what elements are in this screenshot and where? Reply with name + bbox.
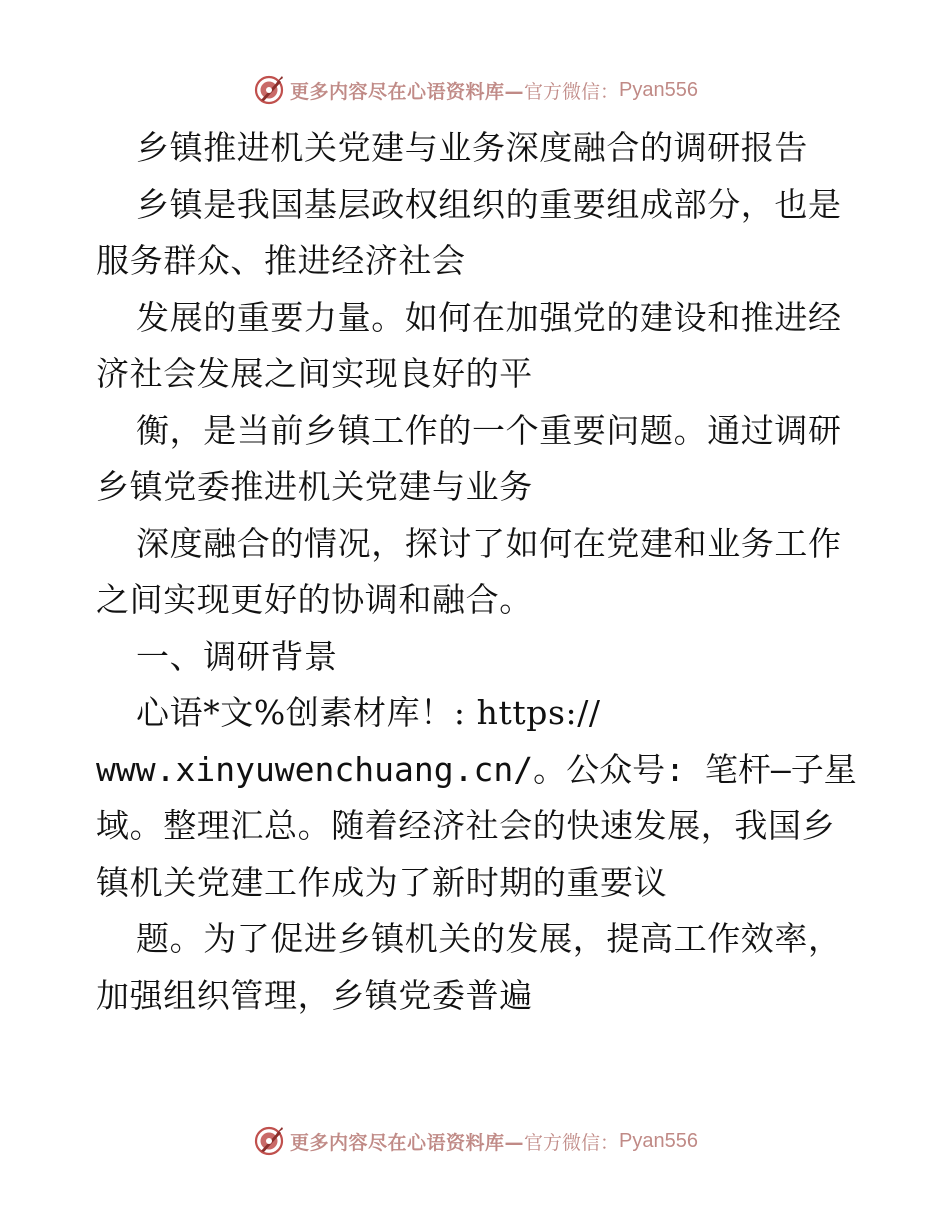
footer-banner-text: 更多内容尽在心语资料库— <box>290 1131 525 1154</box>
paragraph-line: 乡镇党委推进机关党建与业务 <box>96 467 533 506</box>
section-heading: 一、调研背景 <box>136 636 338 676</box>
quill-logo-icon <box>252 73 286 107</box>
header-watermark-banner <box>0 70 950 110</box>
paragraph-line: 深度融合的情况，探讨了如何在党建和业务工作 <box>136 523 842 563</box>
paragraph-line: 乡镇是我国基层政权组织的重要组成部分，也是 <box>136 184 842 224</box>
document-body <box>96 120 856 1024</box>
document-title: 乡镇推进机关党建与业务深度融合的调研报告 <box>136 128 808 167</box>
paragraph-line: 衡，是当前乡镇工作的一个重要问题。通过调研 <box>136 410 842 450</box>
paragraph-line: www.xinyuwenchuang.cn/。公众号: 笔杆—子星 <box>96 749 857 789</box>
paragraph-line: 题。为了促进乡镇机关的发展，提高工作效率， <box>136 919 842 958</box>
paragraph-line: 心语*文%创素材库！: https:// <box>136 693 601 732</box>
footer-wechat-id: Pyan556 <box>619 1129 698 1152</box>
footer-watermark-banner <box>0 1121 950 1161</box>
paragraph-line: 镇机关党建工作成为了新时期的重要议 <box>96 862 668 902</box>
paragraph-line: 济社会发展之间实现良好的平 <box>96 354 533 393</box>
paragraph-line: 服务群众、推进经济社会 <box>96 241 466 280</box>
header-wechat-label: 官方微信： <box>524 80 620 103</box>
paragraph-line: 发展的重要力量。如何在加强党的建设和推进经 <box>136 297 842 337</box>
paragraph-line: 之间实现更好的协调和融合。 <box>96 580 533 619</box>
footer-wechat-label: 官方微信： <box>524 1131 620 1154</box>
paragraph-line: 加强组织管理，乡镇党委普遍 <box>96 975 533 1015</box>
header-banner-text: 更多内容尽在心语资料库— <box>290 80 525 103</box>
quill-logo-icon <box>252 1124 286 1158</box>
paragraph-line: 域。整理汇总。随着经济社会的快速发展，我国乡 <box>96 806 836 845</box>
header-wechat-id: Pyan556 <box>619 78 698 101</box>
